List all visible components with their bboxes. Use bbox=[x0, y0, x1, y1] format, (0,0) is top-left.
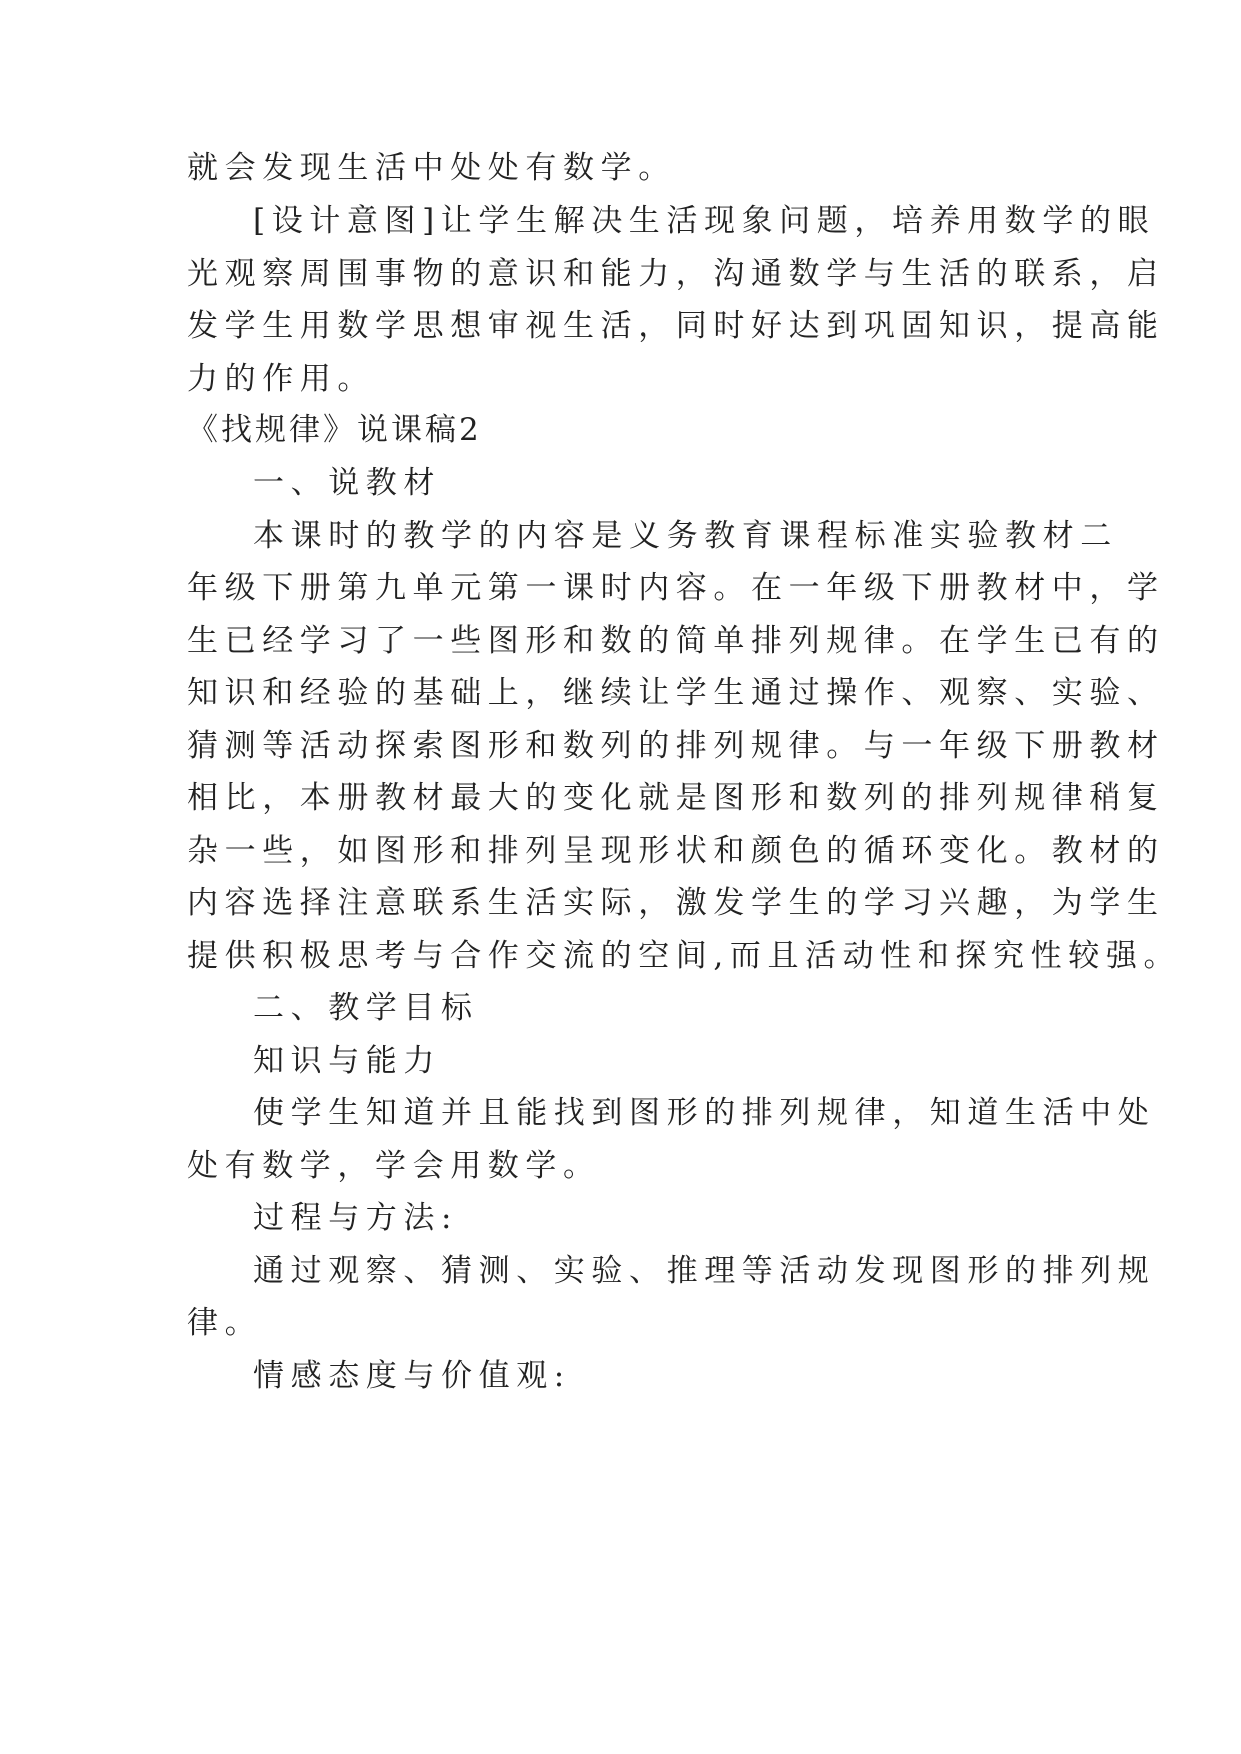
paragraph-line: 律。 bbox=[187, 1305, 263, 1341]
paragraph-line: 使学生知道并且能找到图形的排列规律，知道生活中处 bbox=[253, 1095, 1156, 1131]
subheading: 知识与能力 bbox=[253, 1043, 441, 1079]
heading: 一、说教材 bbox=[253, 465, 441, 501]
paragraph-line: 内容选择注意联系生活实际，激发学生的学习兴趣，为学生 bbox=[187, 885, 1165, 921]
section-title: 《找规律》说课稿2 bbox=[187, 412, 482, 448]
heading: 二、教学目标 bbox=[253, 990, 479, 1026]
paragraph-line: 年级下册第九单元第一课时内容。在一年级下册教材中，学 bbox=[187, 570, 1165, 606]
paragraph-line: 处有数学，学会用数学。 bbox=[187, 1148, 601, 1184]
paragraph-line: 杂一些，如图形和排列呈现形状和颜色的循环变化。教材的 bbox=[187, 833, 1165, 869]
paragraph-line: 就会发现生活中处处有数学。 bbox=[187, 150, 676, 186]
paragraph-line: 通过观察、猜测、实验、推理等活动发现图形的排列规 bbox=[253, 1253, 1156, 1289]
paragraph-line: 生已经学习了一些图形和数的简单排列规律。在学生已有的 bbox=[187, 623, 1165, 659]
paragraph-line: 光观察周围事物的意识和能力，沟通数学与生活的联系，启 bbox=[187, 256, 1165, 292]
paragraph-line: 相比，本册教材最大的变化就是图形和数列的排列规律稍复 bbox=[187, 780, 1165, 816]
paragraph-line: 提供积极思考与合作交流的空间,而且活动性和探究性较强。 bbox=[187, 938, 1182, 974]
paragraph-line: 发学生用数学思想审视生活，同时好达到巩固知识，提高能 bbox=[187, 308, 1165, 344]
paragraph-line: 知识和经验的基础上，继续让学生通过操作、观察、实验、 bbox=[187, 675, 1165, 711]
paragraph-line: 本课时的教学的内容是义务教育课程标准实验教材二 bbox=[253, 518, 1118, 554]
subheading: 情感态度与价值观: bbox=[253, 1358, 571, 1394]
paragraph-line: 力的作用。 bbox=[187, 361, 375, 397]
paragraph-line: [设计意图]让学生解决生活现象问题，培养用数学的眼 bbox=[253, 203, 1156, 239]
subheading: 过程与方法: bbox=[253, 1200, 459, 1236]
paragraph-line: 猜测等活动探索图形和数列的排列规律。与一年级下册教材 bbox=[187, 728, 1165, 764]
